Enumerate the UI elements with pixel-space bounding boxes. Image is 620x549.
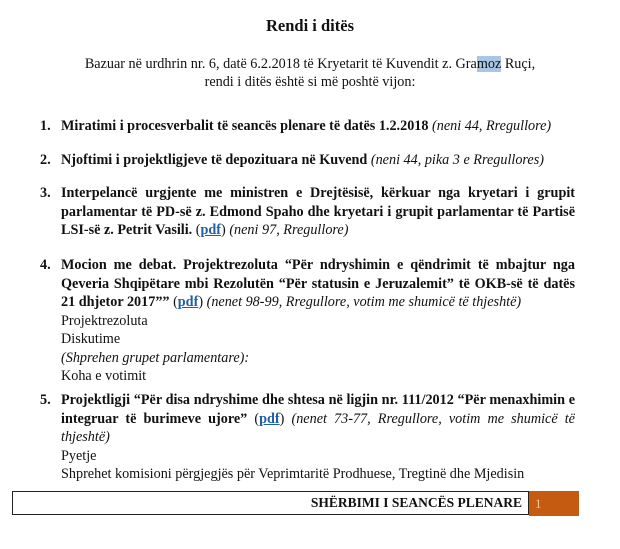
link-open-paren: ( — [169, 294, 178, 310]
intro-line-1 — [0, 55, 620, 73]
selected-text[interactable]: moz — [476, 56, 502, 72]
pdf-link[interactable]: pdf — [177, 294, 199, 310]
agenda-item-4 — [40, 256, 575, 386]
subitem-koha-e-votimit: Koha e votimit — [61, 368, 147, 384]
item-reference: (neni 44, Rregullore) — [428, 118, 552, 134]
agenda-item-1 — [40, 117, 575, 136]
intro-line-2: rendi i ditës është si më poshtë vijon: — [204, 74, 416, 90]
link-open-paren: ( — [247, 410, 260, 427]
subitem-projektrezoluta: Projektrezoluta — [61, 312, 148, 329]
page-number: 1 — [535, 496, 542, 511]
item-body — [61, 151, 575, 170]
intro-line-1-end: Ruçi, — [501, 56, 536, 72]
item-body — [61, 117, 575, 136]
item-number: 1. — [40, 118, 51, 134]
pdf-link[interactable]: pdf — [259, 410, 280, 427]
item-body — [61, 256, 575, 386]
subitem-shprehen-grupet: (Shprehen grupet parlamentare): — [61, 349, 250, 366]
item-number: 4. — [40, 257, 51, 273]
footer-label-box — [12, 491, 529, 515]
item-title: Miratimi i procesverbalit të seancës plenare të datës 1.2.2018 — [61, 118, 429, 134]
item-reference: (neni 97, Rregullore) — [225, 222, 349, 238]
agenda-item-5 — [40, 391, 575, 484]
page-number-badge — [529, 491, 579, 516]
document-title: Rendi i ditës — [265, 16, 354, 35]
item-body — [61, 184, 575, 240]
agenda-item-2 — [40, 151, 575, 170]
link-close-paren: ) — [198, 294, 204, 310]
intro-line-1-text: Bazuar në urdhrin nr. 6, datë 6.2.2018 të Kryetarit të Kuvendit z. Gra — [84, 56, 477, 72]
item-title: Njoftimi i projektligjeve të depozituara në Kuvend — [61, 152, 368, 168]
item-title: Projektligji “Për disa ndryshime dhe shtesa në ligjin nr. 111/2012 “Për menaxhimin e integruar të burimeve ujore” — [61, 392, 575, 427]
page-footer — [12, 491, 579, 515]
intro-paragraph — [0, 55, 620, 91]
item-number: 5. — [40, 392, 51, 408]
link-open-paren: ( — [192, 222, 201, 238]
item-reference: (nenet 73-77, Rregullore, votim me shumicë të thjeshtë) — [61, 410, 575, 445]
link-close-paren: ) — [221, 222, 226, 238]
item-title: Interpelancë urgjente me ministren e Drejtësisë, kërkuar nga kryetari i grupit parlamentar të PD-së z. Edmond Spaho dhe kryetari i grupit parlamentar të Partisë LSI-së z. Petrit Vasili. — [61, 185, 575, 238]
footer-label: SHËRBIMI I SEANCËS PLENARE — [310, 495, 522, 510]
subitem-pyetje: Pyetje — [61, 447, 97, 464]
item-body — [61, 391, 575, 484]
link-close-paren: ) — [279, 410, 285, 427]
item-title: Mocion me debat. Projektrezoluta “Për ndryshimin e qëndrimit të mbajtur nga Qeveria Shqipëtare mbi Rezolutën “Për statusin e Jeruzalemit” të OKB-së të datës 21 dhjetor 2017”” — [61, 257, 575, 310]
item-number: 3. — [40, 185, 51, 201]
subitem-shprehet-komisioni: Shprehet komisioni përgjegjës për Veprimtaritë Prodhuese, Tregtinë dhe Mjedisin — [61, 466, 525, 482]
item-number: 2. — [40, 152, 51, 168]
item-reference: (neni 44, pika 3 e Rregullores) — [367, 152, 544, 168]
pdf-link[interactable]: pdf — [200, 222, 222, 238]
agenda-item-3 — [40, 184, 575, 240]
item-reference: (nenet 98-99, Rregullore, votim me shumicë të thjeshtë) — [203, 294, 522, 310]
subitem-diskutime: Diskutime — [61, 331, 121, 347]
